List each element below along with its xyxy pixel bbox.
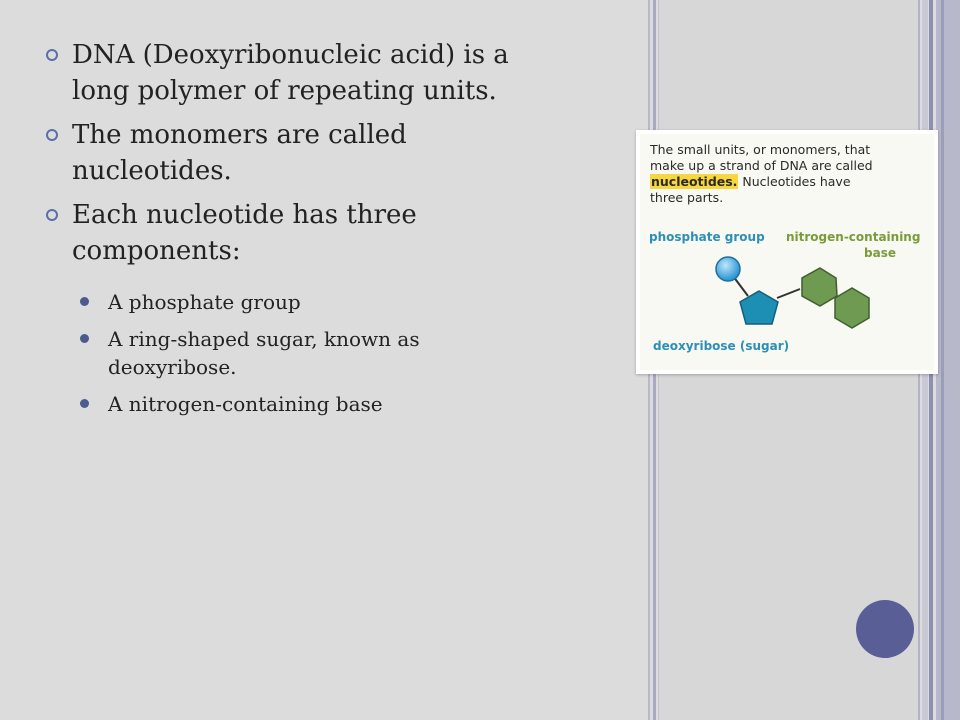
ring-bullet-icon <box>46 209 58 221</box>
sugar-label: deoxyribose (sugar) <box>653 339 790 353</box>
sub-bullet-item: A ring-shaped sugar, known as deoxyribose. <box>80 325 540 381</box>
dot-bullet-icon <box>80 334 89 343</box>
base-label-line2: base <box>864 246 896 260</box>
dot-bullet-icon <box>80 399 89 408</box>
base-label-line1: nitrogen-containing <box>786 230 921 244</box>
highlighted-term: nucleotides. <box>651 174 738 189</box>
dot-bullet-icon <box>80 297 89 306</box>
nucleotide-diagram <box>640 134 934 370</box>
bullet-item: DNA (Deoxyribonucleic acid) is a long polymer of repeating units. <box>44 37 604 109</box>
nucleotide-figure <box>636 130 938 374</box>
decor-stripe <box>941 0 944 720</box>
bond-line <box>777 289 800 298</box>
bullet-item: The monomers are called nucleotides. <box>44 117 604 189</box>
ring-bullet-icon <box>46 129 58 141</box>
base-ring-icon <box>802 268 837 306</box>
figure-caption: The small units, or monomers, that make up a strand of DNA are called nucleotides. Nucleotides have three parts. <box>650 142 873 205</box>
phosphate-sphere-icon <box>716 257 740 281</box>
decor-stripe <box>936 0 960 720</box>
phosphate-label: phosphate group <box>649 230 765 244</box>
main-bullet-list <box>44 37 604 277</box>
ring-bullet-icon <box>46 49 58 61</box>
decor-circle <box>856 600 914 658</box>
sub-bullet-list <box>80 288 540 427</box>
sub-bullet-item: A phosphate group <box>80 288 540 316</box>
sub-bullet-item: A nitrogen-containing base <box>80 390 540 418</box>
bullet-item: Each nucleotide has three components: <box>44 197 604 269</box>
base-ring-icon <box>835 288 869 328</box>
sugar-pentagon-icon <box>740 291 778 324</box>
figure-body <box>640 134 934 370</box>
